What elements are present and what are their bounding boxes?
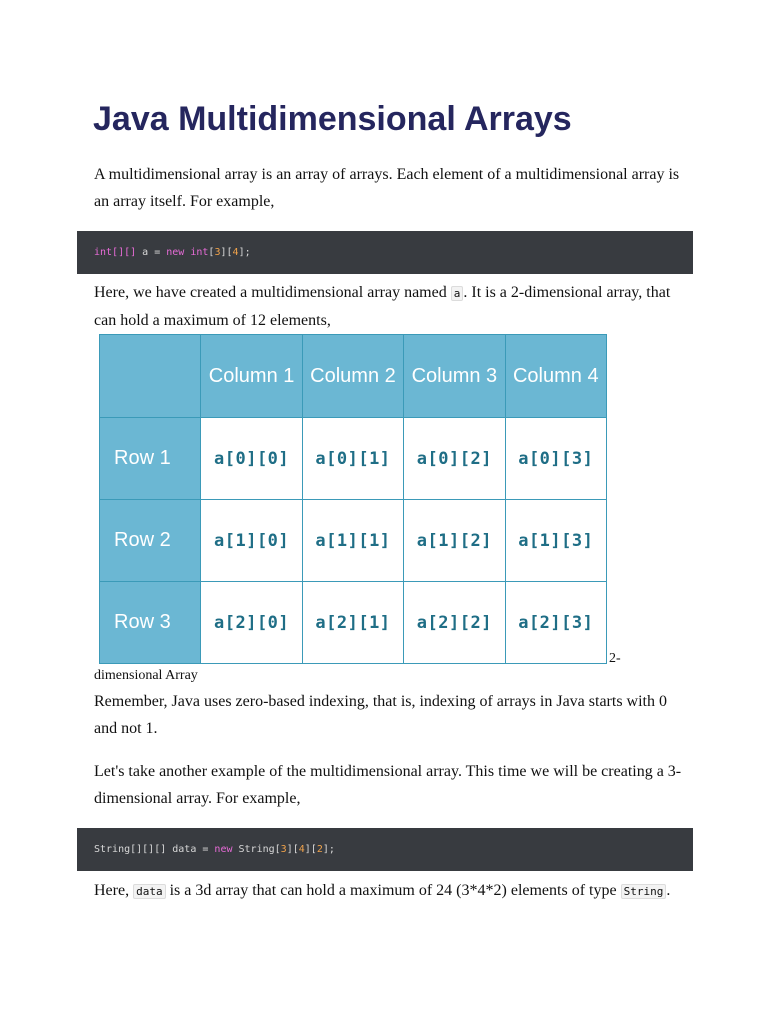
code-type: int: [190, 247, 209, 258]
code-identifier: data =: [166, 844, 215, 855]
array-cell: a[1][3]: [505, 500, 606, 582]
code-number: 4: [298, 844, 305, 855]
3d-description-paragraph: Here, data is a 3d array that can hold a maximum of 24 (3*4*2) elements of type String .: [94, 882, 671, 899]
code-number: 2: [316, 844, 323, 855]
column-header: Column 3: [404, 335, 505, 418]
inline-code-string: String: [621, 884, 667, 899]
array-cell: a[2][1]: [302, 582, 403, 664]
code-keyword-new: new: [166, 247, 185, 258]
array-cell: a[0][2]: [404, 418, 505, 500]
array-cell: a[0][0]: [201, 418, 302, 500]
code-number: 3: [280, 844, 287, 855]
code-number: 4: [232, 247, 239, 258]
diagram-row: [100, 500, 607, 582]
array-cell: a[1][1]: [302, 500, 403, 582]
diagram-corner-cell: [100, 335, 201, 418]
column-header: Column 4: [505, 335, 606, 418]
column-header: Column 2: [302, 335, 403, 418]
row-header: Row 3: [100, 582, 201, 664]
array-cell: a[2][2]: [404, 582, 505, 664]
row-header: Row 1: [100, 418, 201, 500]
array-cell: a[2][0]: [201, 582, 302, 664]
code-type: String: [238, 844, 275, 855]
inline-code-a: a: [451, 286, 464, 301]
intro-paragraph: A multidimensional array is an array of arrays. Each element of a multidimensional array is an array itself. For example,: [94, 166, 680, 210]
diagram-row: [100, 582, 607, 664]
code-number: 3: [214, 247, 221, 258]
3d-intro-paragraph: Let's take another example of the multidimensional array. This time we will be creating a 3-dimensional array. For example,: [94, 763, 682, 807]
code-block-2d-array: int[][] a = new int[3][4];: [77, 231, 693, 274]
array-cell: a[1][2]: [404, 500, 505, 582]
array-cell: a[2][3]: [505, 582, 606, 664]
code-type: String[][][]: [94, 844, 167, 855]
2d-array-diagram: [99, 334, 607, 664]
code-keyword-new: new: [214, 844, 233, 855]
diagram-row: [100, 418, 607, 500]
diagram-caption-part2: dimensional Array: [94, 668, 198, 683]
diagram-caption-part1: 2-: [609, 651, 621, 666]
indexing-paragraph: Remember, Java uses zero-based indexing, that is, indexing of arrays in Java starts with 0 and not 1.: [94, 693, 667, 737]
code-type: int[][]: [94, 247, 137, 258]
inline-code-data: data: [133, 884, 166, 899]
row-header: Row 2: [100, 500, 201, 582]
array-cell: a[0][1]: [302, 418, 403, 500]
code-identifier: a =: [136, 247, 167, 258]
page-title: Java Multidimensional Arrays: [93, 100, 572, 138]
array-description-paragraph: Here, we have created a multidimensional array named a . It is a 2-dimensional array, that can hold a maximum of 12 elements,: [94, 284, 671, 329]
diagram-header-row: [100, 335, 607, 418]
array-cell: a[0][3]: [505, 418, 606, 500]
code-block-3d-array: String[][][] data = new String[3][4][2];: [77, 828, 693, 871]
array-cell: a[1][0]: [201, 500, 302, 582]
column-header: Column 1: [201, 335, 302, 418]
